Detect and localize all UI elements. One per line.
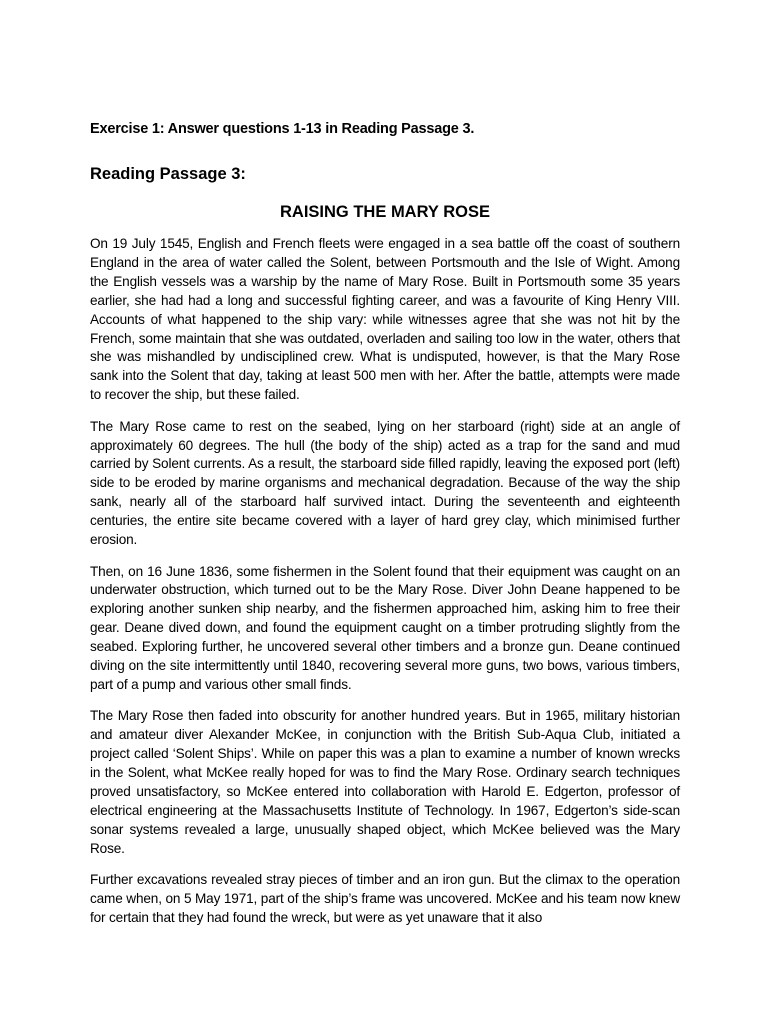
passage-label: Reading Passage 3: bbox=[90, 165, 246, 183]
paragraph-1: On 19 July 1545, English and French fleets were engaged in a sea battle off the coast of southern England in the area of water called the Solent, between Portsmouth and the Isle of Wight. Among the English vessels was a warship by the name of Mary Rose. Built in Portsmouth some 35 years earlier, she had had a long and successful fighting career, and was a favourite of King Henry VIII. Accounts of what happened to the ship vary: while witnesses agree that she was not hit by the French, some maintain that she was outdated, overladen and sailing too low in the water, others that she was mishandled by undisciplined crew. What is undisputed, however, is that the Mary Rose sank into the Solent that day, taking at least 500 men with her. After the battle, attempts were made to recover the ship, but these failed. bbox=[90, 236, 680, 403]
paragraph-3: Then, on 16 June 1836, some fishermen in the Solent found that their equipment was caught on an underwater obstruction, which turned out to be the Mary Rose. Diver John Deane happened to be exploring another sunken ship nearby, and the fishermen approached him, asking him to free their gear. Deane dived down, and found the equipment caught on a timber protruding slightly from the seabed. Exploring further, he uncovered several other timbers and a bronze gun. Deane continued diving on the site intermittently until 1840, recovering several more guns, two bows, various timbers, part of a pump and various other small finds. bbox=[90, 563, 680, 692]
paragraph-5: Further excavations revealed stray pieces of timber and an iron gun. But the climax to the operation came when, on 5 May 1971, part of the ship’s frame was uncovered. McKee and his team now knew for certain that they had found the wreck, but were as yet unaware that it also bbox=[90, 872, 680, 925]
paragraph-4: The Mary Rose then faded into obscurity for another hundred years. But in 1965, military historian and amateur diver Alexander McKee, in conjunction with the British Sub-Aqua Club, initiated a project called ‘Solent Ships’. While on paper this was a plan to examine a number of known wrecks in the Solent, what McKee really hoped for was to find the Mary Rose. Ordinary search techniques proved unsatisfactory, so McKee entered into collaboration with Harold E. Edgerton, professor of electrical engineering at the Massachusetts Institute of Technology. In 1967, Edgerton’s side-scan sonar systems revealed a large, unusually shaped object, which McKee believed was the Mary Rose. bbox=[90, 708, 680, 856]
exercise-instruction: Exercise 1: Answer questions 1-13 in Reading Passage 3. bbox=[90, 121, 475, 137]
passage-title: RAISING THE MARY ROSE bbox=[280, 203, 490, 221]
paragraph-2: The Mary Rose came to rest on the seabed, lying on her starboard (right) side at an angle of approximately 60 degrees. The hull (the body of the ship) acted as a trap for the sand and mud carried by Solent currents. As a result, the starboard side filled rapidly, leaving the exposed port (left) side to be eroded by marine organisms and mechanical degradation. Because of the way the ship sank, nearly all of the starboard half survived intact. During the seventeenth and eighteenth centuries, the entire site became covered with a layer of hard grey clay, which minimised further erosion. bbox=[90, 418, 680, 548]
